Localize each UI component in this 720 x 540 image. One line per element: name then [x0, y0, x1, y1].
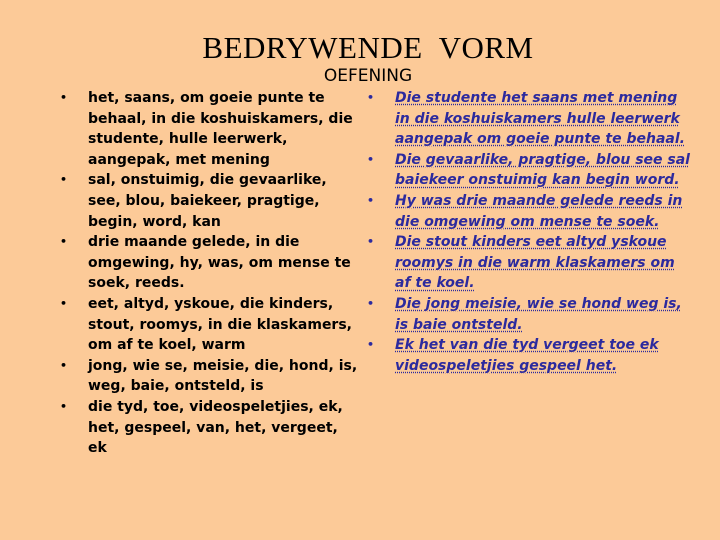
- list-item-text: het, saans, om goeie punte te behaal, in die koshuiskamers, die studente, hulle leerwerk, aangepak, met mening: [88, 90, 353, 168]
- list-item: [60, 356, 358, 397]
- list-item: [367, 335, 695, 376]
- list-item-text: eet, altyd, yskoue, die kinders, stout, roomys, in die klaskamers, om af te koel, warm: [88, 295, 352, 354]
- list-item: [367, 150, 695, 191]
- bullet-icon: •: [60, 235, 68, 249]
- list-item-text: Ek het van die tyd vergeet toe ek videospeletjies gespeel het.: [395, 337, 659, 374]
- bullet-icon: •: [60, 399, 68, 413]
- bullet-icon: •: [367, 152, 375, 166]
- bullet-icon: •: [367, 193, 375, 207]
- list-item: [367, 88, 695, 150]
- slide-title: BEDRYWENDE VORM: [202, 30, 534, 65]
- bullet-icon: •: [60, 91, 68, 104]
- list-item-text: die tyd, toe, videospeletjies, ek, het, gespeel, van, het, vergeet, ek: [88, 398, 343, 457]
- exercise-word-list: [60, 88, 358, 459]
- list-item: [60, 397, 358, 459]
- answer-sentence-list: [367, 88, 695, 376]
- list-item: [367, 191, 695, 232]
- list-item-text: drie maande gelede, in die omgewing, hy, was, om mense te soek, reeds.: [88, 234, 351, 292]
- list-item-text: Die gevaarlike, pragtige, blou see sal baiekeer onstuimig kan begin word.: [395, 151, 690, 189]
- list-item: [60, 232, 358, 294]
- list-item: [367, 232, 695, 294]
- bullet-icon: •: [367, 91, 375, 104]
- list-item-text: sal, onstuimig, die gevaarlike, see, blou, baiekeer, pragtige, begin, word, kan: [88, 172, 327, 230]
- bullet-icon: •: [367, 235, 375, 249]
- list-item-text: Die studente het saans met mening in die koshuiskamers hulle leerwerk aangepak om goeie punte te behaal.: [395, 90, 685, 148]
- list-item-text: Die stout kinders eet altyd yskoue roomys in die warm klaskamers om af te koel.: [395, 234, 675, 292]
- bullet-icon: •: [367, 338, 375, 352]
- bullet-icon: •: [60, 358, 68, 372]
- list-item-text: jong, wie se, meisie, die, hond, is, weg, baie, ontsteld, is: [88, 357, 358, 395]
- list-item: [367, 294, 695, 335]
- bullet-icon: •: [60, 296, 68, 310]
- list-item-text: Hy was drie maande gelede reeds in die omgewing om mense te soek.: [395, 192, 683, 230]
- list-item: [60, 294, 358, 356]
- list-item: [60, 88, 358, 170]
- list-item-text: Die jong meisie, wie se hond weg is, is baie ontsteld.: [395, 295, 682, 333]
- slide-subtitle: OEFENING: [323, 66, 413, 86]
- list-item: [60, 170, 358, 232]
- bullet-icon: •: [60, 173, 68, 187]
- bullet-icon: •: [367, 296, 375, 310]
